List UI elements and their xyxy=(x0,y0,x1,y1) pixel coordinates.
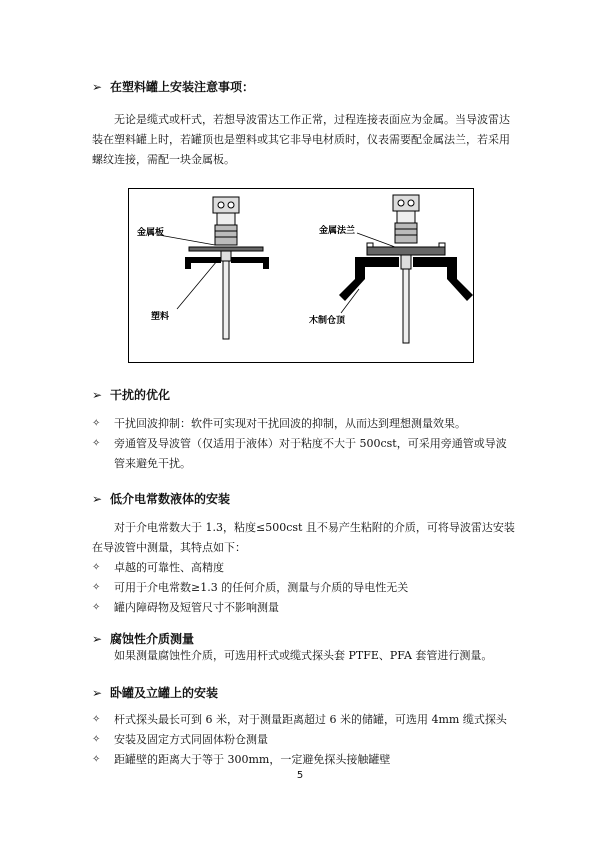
diamond-bullet-icon: ✧ xyxy=(92,438,101,449)
diamond-bullet-icon: ✧ xyxy=(92,418,101,429)
list-item: ✧ 旁通管及导波管（仅适用于液体）对于粘度不大于 500cst，可采用旁通管或导波管来避免干扰。 xyxy=(92,434,517,474)
arrow-bullet-icon: ➢ xyxy=(92,492,103,506)
right-radar-device xyxy=(367,195,445,343)
diamond-bullet-icon: ✧ xyxy=(92,714,101,725)
section-heading-interference: ➢ 干扰的优化 xyxy=(92,388,171,402)
page-number: 5 xyxy=(296,770,304,781)
section-heading-corrosive: ➢ 腐蚀性介质测量 xyxy=(92,632,195,646)
list-item: ✧ 卓越的可靠性、高精度 xyxy=(92,558,517,578)
diamond-bullet-icon: ✧ xyxy=(92,754,101,765)
section-heading-plastic: ➢ 在塑料罐上安装注意事项： xyxy=(92,80,255,94)
left-radar-device xyxy=(189,197,263,339)
list-item: ✧ 可用于介电常数≥1.3 的任何介质，测量与介质的导电性无关 xyxy=(92,578,517,598)
label-metal-plate: 金属板 xyxy=(137,228,165,238)
arrow-bullet-icon: ➢ xyxy=(92,80,103,94)
label-plastic: 塑料 xyxy=(151,312,170,322)
arrow-bullet-icon: ➢ xyxy=(92,632,103,646)
diamond-bullet-icon: ✧ xyxy=(92,734,101,745)
diamond-bullet-icon: ✧ xyxy=(92,602,101,613)
paragraph-plastic: 无论是缆式或杆式，若想导波雷达工作正常，过程连接表面应为金属。当导波雷达装在塑料罐上时，若罐顶也是塑料或其它非导电材质时，仪表需要配金属法兰，若采用螺纹连接，需配一块金属板。 xyxy=(92,113,510,166)
arrow-bullet-icon: ➢ xyxy=(92,686,103,700)
arrow-bullet-icon: ➢ xyxy=(92,388,103,402)
installation-figure xyxy=(128,188,474,363)
section-heading-low-dielectric: ➢ 低介电常数液体的安装 xyxy=(92,492,231,506)
list-item: ✧ 安装及固定方式同固体粉仓测量 xyxy=(92,730,517,750)
diamond-bullet-icon: ✧ xyxy=(92,562,101,573)
section-heading-tanks: ➢ 卧罐及立罐上的安装 xyxy=(92,686,219,700)
list-item: ✧ 罐内障碍物及短管尺寸不影响测量 xyxy=(92,598,517,618)
list-item: ✧ 杆式探头最长可到 6 米，对于测量距离超过 6 米的储罐，可选用 4mm 缆式探头 xyxy=(92,710,517,730)
list-item: ✧ 干扰回波抑制：软件可实现对干扰回波的抑制，从而达到理想测量效果。 xyxy=(92,414,517,434)
installation-diagram xyxy=(129,189,473,362)
diamond-bullet-icon: ✧ xyxy=(92,582,101,593)
label-wood-roof: 木制仓顶 xyxy=(309,316,346,326)
label-metal-flange: 金属法兰 xyxy=(319,226,356,236)
paragraph-low-dielectric: 对于介电常数大于 1.3，粘度≤500cst 且不易产生粘附的介质，可将导波雷达安装在导波管中测量，其特点如下： xyxy=(92,521,515,554)
list-item: ✧ 距罐壁的距离大于等于 300mm，一定避免探头接触罐壁 xyxy=(92,750,517,770)
paragraph-corrosive: 如果测量腐蚀性介质，可选用杆式或缆式探头套 PTFE、PFA 套管进行测量。 xyxy=(114,649,493,662)
